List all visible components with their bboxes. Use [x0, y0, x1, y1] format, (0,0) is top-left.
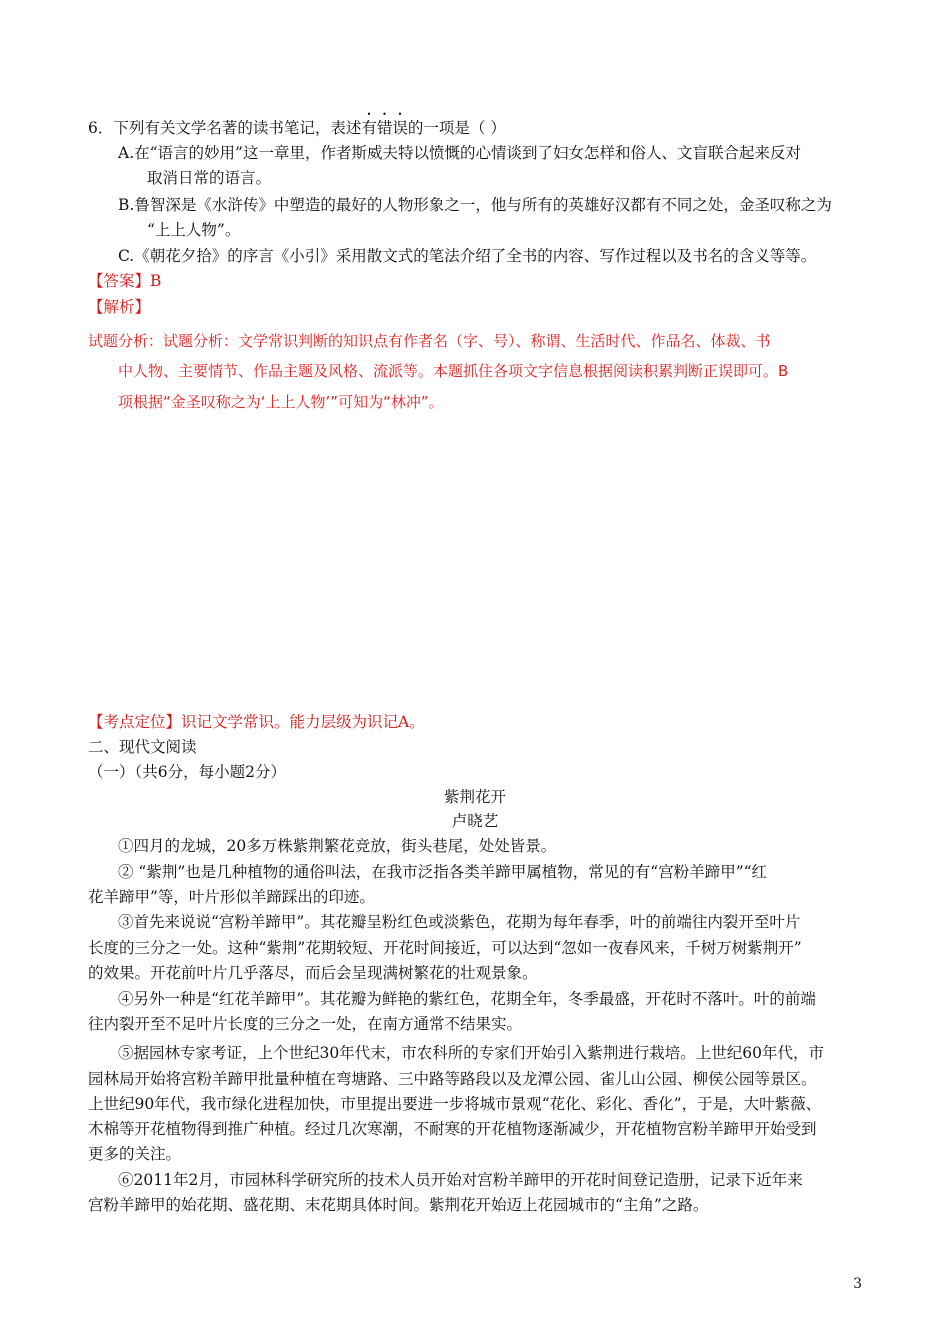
- stem-text-end: 的一项是（ ）: [407, 119, 506, 137]
- paragraph-3-line-2: 长度的三分之一处。这种“紫荆”花期较短、开花时间接近，可以达到“忽如一夜春风来，千树万树紫荆开”: [88, 939, 802, 957]
- paragraph-4-line-1: ④另外一种是“红花羊蹄甲”。其花瓣为鲜艳的紫红色，花期全年，冬季最盛，开花时不落叶。叶的前端: [118, 990, 816, 1008]
- kaodian-text: 识记文学常识。能力层级为识记A。: [181, 713, 425, 731]
- stem-emphasis: 有错误: [361, 119, 408, 137]
- paragraph-5-line-4: 木棉等开花植物得到推广种植。经过几次寒潮，不耐寒的开花植物逐渐减少，开花植物宫粉羊蹄甲开始受到: [88, 1120, 817, 1138]
- answer: [88, 270, 161, 292]
- paragraph-6-line-2: 宫粉羊蹄甲的始花期、盛花期、末花期具体时间。紫荆花开始迈上花园城市的“主角”之路。: [88, 1196, 709, 1214]
- analysis-label: 【解析】: [88, 298, 151, 316]
- paragraph-6-line-1: ⑥2011年2月，市园林科学研究所的技术人员开始对宫粉羊蹄甲的开花时间登记造册，记录下近年来: [118, 1171, 803, 1189]
- stem-text: 6．下列有关文学名著的读书笔记，表述: [88, 119, 362, 137]
- analysis-line-1: 试题分析：试题分析：文学常识判断的知识点有作者名（字、号）、称谓、生活时代、作品名、体裁、书: [88, 332, 771, 350]
- analysis-line-2: 中人物、主要情节、作品主题及风格、流派等。本题抓住各项文字信息根据阅读积累判断正误即可。B: [118, 362, 789, 380]
- answer-label: 【答案】: [88, 272, 151, 290]
- paragraph-3-line-3: 的效果。开花前叶片几乎落尽，而后会呈现满树繁花的壮观景象。: [88, 964, 538, 982]
- kaodian-label: 【考点定位】: [88, 713, 182, 731]
- answer-value: B: [150, 272, 162, 290]
- option-a-line-1: A.在“语言的妙用”这一章里，作者斯威夫特以愤慨的心情谈到了妇女怎样和俗人、文盲联合起来反对: [118, 144, 801, 162]
- passage-title: 紫荆花开: [443, 788, 506, 806]
- option-c: C.《朝花夕拾》的序言《小引》采用散文式的笔法介绍了全书的内容、写作过程以及书名的含义等等。: [118, 247, 817, 265]
- page-number: 3: [853, 1276, 862, 1292]
- kaodian: [88, 711, 425, 733]
- option-b-line-2: “上上人物”。: [147, 221, 241, 239]
- option-a-line-2: 取消日常的语言。: [147, 169, 272, 187]
- paragraph-1: ①四月的龙城，20多万株紫荆繁花竞放，街头巷尾，处处皆景。: [118, 837, 557, 855]
- paragraph-5-line-5: 更多的关注。: [88, 1145, 182, 1163]
- paragraph-4-line-2: 往内裂开至不足叶片长度的三分之一处，在南方通常不结果实。: [88, 1015, 523, 1033]
- passage-author: 卢晓艺: [451, 812, 499, 830]
- paragraph-2-line-1: ② “紫荆”也是几种植物的通俗叫法，在我市泛指各类羊蹄甲属植物，常见的有“宫粉羊蹄甲”“红: [118, 863, 768, 881]
- analysis-line-3: 项根据“金圣叹称之为‘上上人物’”可知为“林冲”。: [118, 393, 444, 411]
- section-heading: 二、现代文阅读: [88, 738, 197, 756]
- paragraph-5-line-2: 园林局开始将宫粉羊蹄甲批量种植在弯塘路、三中路等路段以及龙潭公园、雀儿山公园、柳侯公园等景区。: [88, 1070, 817, 1088]
- question-6-stem: [88, 110, 506, 139]
- paragraph-5-line-1: ⑤据园林专家考证，上个世纪30年代末，市农科所的专家们开始引入紫荆进行栽培。上世纪60年代，市: [118, 1044, 824, 1062]
- paragraph-2-line-2: 花羊蹄甲”等，叶片形似羊蹄踩出的印迹。: [88, 888, 375, 906]
- paragraph-3-line-1: ③首先来说说“宫粉羊蹄甲”。其花瓣呈粉红色或淡紫色，花期为每年春季，叶的前端往内裂开至叶片: [118, 913, 801, 931]
- section-subheading: （一）（共6分，每小题2分）: [88, 763, 286, 781]
- option-b-line-1: B.鲁智深是《水浒传》中塑造的最好的人物形象之一，他与所有的英雄好汉都有不同之处，金圣叹称之为: [118, 196, 832, 214]
- paragraph-5-line-3: 上世纪90年代，我市绿化进程加快，市里提出要进一步将城市景观“花化、彩化、香化”，于是，大叶紫薇、: [88, 1095, 822, 1113]
